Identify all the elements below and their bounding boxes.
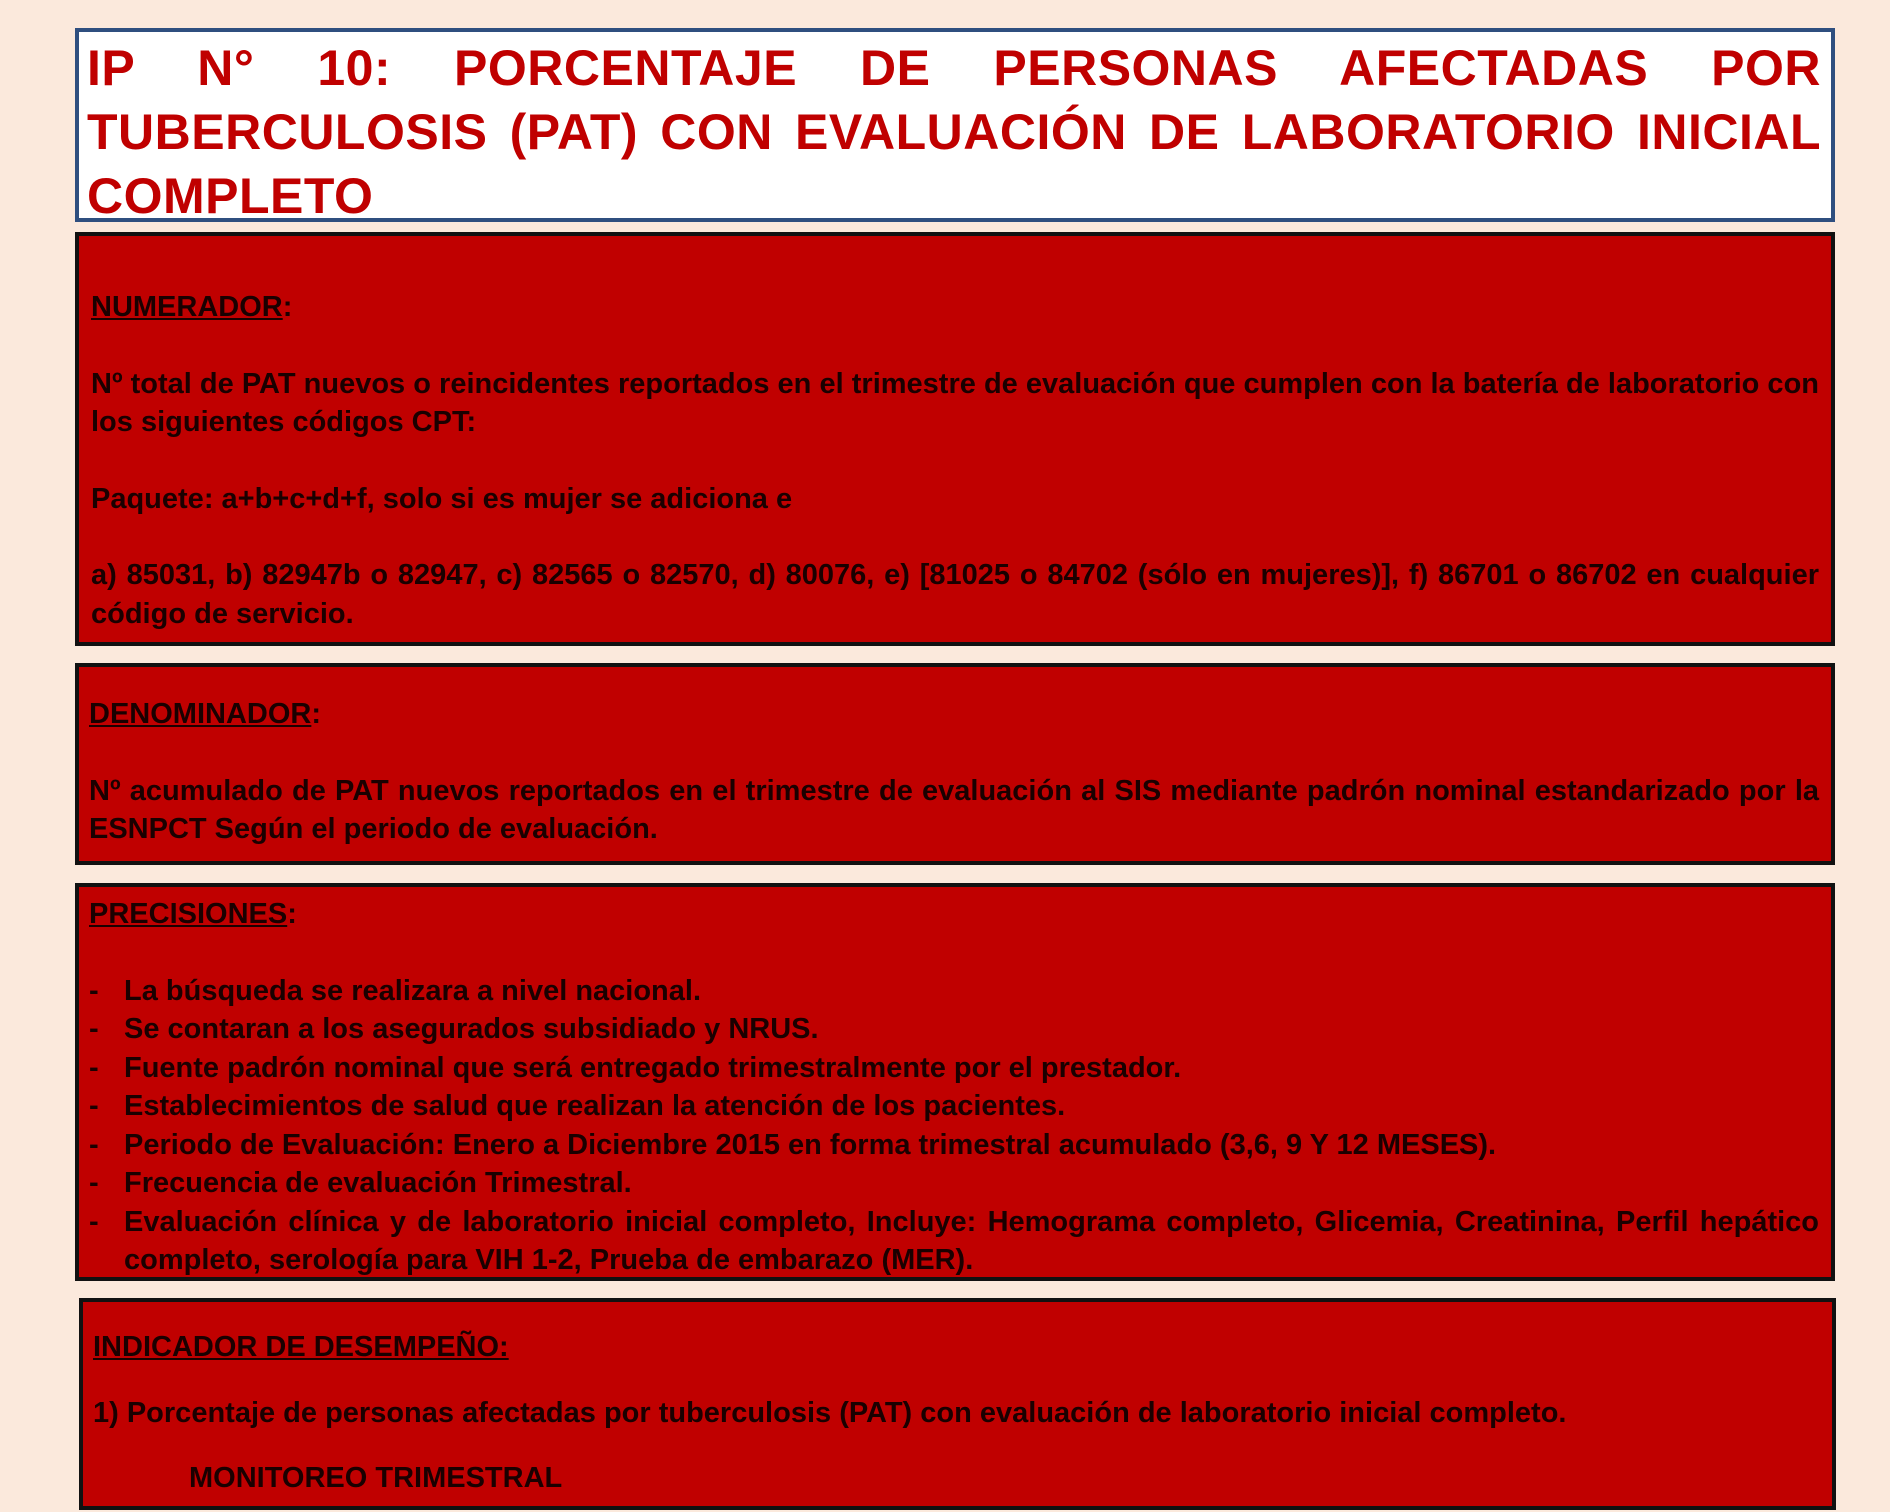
list-item-text: Periodo de Evaluación: Enero a Diciembre 2015 en forma trimestral acumulado (3,6, 9 Y 12 MESES). <box>124 1128 1497 1161</box>
list-item <box>89 1087 1819 1126</box>
bullet-dash: - <box>89 1167 99 1199</box>
denominador-heading: DENOMINADOR <box>89 698 312 730</box>
list-item-text: Fuente padrón nominal que será entregado trimestralmente por el prestador. <box>124 1051 1182 1084</box>
bullet-dash: - <box>89 974 99 1007</box>
indicador-heading-row <box>93 1328 1820 1367</box>
list-item-text: La búsqueda se realizara a nivel nacional. <box>124 974 702 1007</box>
numerador-colon: : <box>282 291 293 323</box>
title-box <box>75 28 1835 222</box>
list-item <box>89 1010 1819 1049</box>
list-item-text: Evaluación clínica y de laboratorio inicial completo, Incluye: Hemograma completo, Glicemia, Creatinina, Perfil hepático completo, serología para VIH 1-2, Prueba de embarazo (MER). <box>124 1205 1819 1276</box>
indicador-item: 1) Porcentaje de personas afectadas por tuberculosis (PAT) con evaluación de laboratorio inicial completo. <box>93 1396 1567 1429</box>
precisiones-heading: PRECISIONES <box>89 898 288 930</box>
numerador-section <box>75 232 1835 646</box>
bullet-dash: - <box>89 1128 99 1161</box>
denominador-heading-row <box>89 695 1819 734</box>
precisiones-colon: : <box>287 898 297 930</box>
precisiones-heading-row <box>89 895 1819 934</box>
bullet-dash: - <box>89 1090 99 1122</box>
list-item-text: Frecuencia de evaluación Trimestral. <box>124 1167 632 1199</box>
precisiones-section <box>75 883 1835 1281</box>
page-title: IP N° 10: PORCENTAJE DE PERSONAS AFECTADAS POR TUBERCULOSIS (PAT) CON EVALUACIÓN DE LABORATORIO INICIAL COMPLETO <box>87 40 1821 224</box>
list-item <box>89 1049 1819 1088</box>
list-item-text: Se contaran a los asegurados subsidiado y NRUS. <box>124 1013 819 1045</box>
indicador-heading: INDICADOR DE DESEMPEÑO: <box>93 1331 509 1363</box>
bullet-dash: - <box>89 1051 99 1084</box>
denominador-colon: : <box>311 698 322 730</box>
numerador-paragraph: Paquete: a+b+c+d+f, solo si es mujer se adiciona e <box>91 482 793 515</box>
list-item-text: Establecimientos de salud que realizan la atención de los pacientes. <box>124 1090 1066 1122</box>
list-item <box>89 1203 1819 1280</box>
numerador-paragraph: Nº total de PAT nuevos o reincidentes reportados en el trimestre de evaluación que cumplen con la batería de laboratorio con los siguientes códigos CPT: <box>91 367 1819 438</box>
monitoreo-label: MONITOREO TRIMESTRAL <box>189 1462 563 1494</box>
list-item <box>89 1126 1819 1165</box>
numerador-heading: NUMERADOR <box>91 291 283 323</box>
bullet-dash: - <box>89 1013 99 1045</box>
numerador-heading-row <box>91 288 1819 327</box>
bullet-dash: - <box>89 1205 99 1238</box>
denominador-paragraph: Nº acumulado de PAT nuevos reportados en el trimestre de evaluación al SIS mediante padrón nominal estandarizado por la ESNPCT Según el periodo de evaluación. <box>89 774 1819 845</box>
numerador-paragraph: a) 85031, b) 82947b o 82947, c) 82565 o 82570, d) 80076, e) [81025 o 84702 (sólo en mujeres)], f) 86701 o 86702 en cualquier código de servicio. <box>91 559 1819 630</box>
denominador-section <box>75 663 1835 865</box>
list-item <box>89 972 1819 1011</box>
list-item <box>89 1164 1819 1203</box>
precisiones-list <box>89 972 1819 1280</box>
indicador-section <box>79 1298 1836 1510</box>
